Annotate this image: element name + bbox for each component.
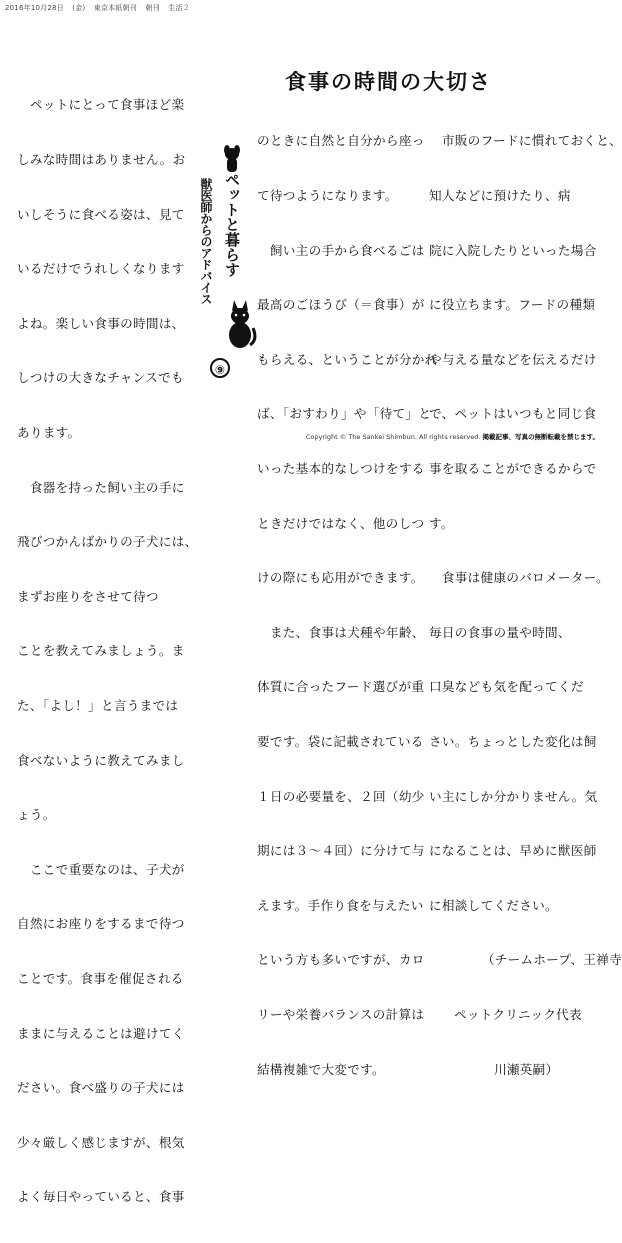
column-line: 最高のごほうび（＝食事）が <box>257 297 425 313</box>
column-line: よね。楽しい食事の時間は、 <box>17 315 185 331</box>
page-header <box>5 3 196 13</box>
header-edition: 朝刊 <box>145 4 160 12</box>
column-line: 院に入院したりといった場合 <box>429 242 597 258</box>
column-line: や与える量などを伝えるだけ <box>429 351 597 367</box>
column-line: （チームホープ、王禅寺 <box>481 952 622 968</box>
series-title-sub: 獣医師からのアドバイス <box>199 178 213 305</box>
column-line: す。 <box>429 515 454 531</box>
column-line: 飼い主の手から食べるごは <box>257 242 425 258</box>
column-line: 要です。袋に記載されている <box>257 733 424 749</box>
column-line: しつけの大きなチャンスでも <box>17 370 184 386</box>
column-line: けの際にも応用ができます。 <box>257 570 424 586</box>
column-line: ときだけではなく、他のしつ <box>257 515 425 531</box>
header-weekday: (金) <box>72 4 86 12</box>
column-line: １日の必要量を、２回（幼少 <box>257 788 425 804</box>
article-column-3 <box>429 96 622 1115</box>
column-line: あります。 <box>17 424 81 440</box>
column-line: また、食事は犬種や年齢、 <box>257 624 425 640</box>
column-line: まずお座りをさせて待つ <box>17 588 159 604</box>
article-column-2 <box>257 96 438 1115</box>
column-line: 食べないように教えてみまし <box>17 752 185 768</box>
column-line: 事を取ることができるからで <box>429 460 597 476</box>
series-title-main: ペットと暮らす <box>223 172 241 277</box>
column-line: ことを教えてみましょう。ま <box>17 643 185 659</box>
column-line: 口臭なども気を配ってくだ <box>429 679 584 695</box>
column-line: しみな時間はありません。お <box>17 152 186 167</box>
column-line: になることは、早めに獣医師 <box>429 843 597 859</box>
column-line: 少々厳しく感じますが、根気 <box>17 1134 185 1150</box>
article-column-1 <box>17 60 198 1243</box>
column-line: もらえる、ということが分かれ <box>257 351 438 367</box>
column-line: た、「よし！」と言うまでは <box>17 697 179 713</box>
column-line: て待つようになります。 <box>257 188 398 203</box>
header-paper: 東京本紙朝刊 <box>93 4 137 12</box>
column-line: 市販のフードに慣れておくと、 <box>429 133 622 149</box>
episode-number: ⑨ <box>210 358 230 378</box>
column-line: 毎日の食事の量や時間、 <box>429 624 571 640</box>
copyright-notice <box>306 432 599 441</box>
column-line: ここで重要なのは、子犬が <box>17 861 185 877</box>
column-line: いしそうに食べる姿は、見て <box>17 206 185 222</box>
reprint-notice: 掲載記事、写真の無断転載を禁じます。 <box>482 433 599 441</box>
column-line: 結構複雑で大変です。 <box>257 1061 385 1077</box>
column-line: ままに与えることは避けてく <box>17 1025 185 1041</box>
column-line: 食事は健康のバロメーター。 <box>429 570 610 586</box>
column-line: 飛びつかんばかりの子犬には、 <box>17 534 198 550</box>
column-line: ょう。 <box>17 807 56 823</box>
column-line: リーや栄養バランスの計算は <box>257 1006 425 1022</box>
pet-silhouette-icon <box>180 140 255 352</box>
column-line: 期には３〜４回）に分けて与 <box>257 843 425 859</box>
column-line: で、ペットはいつもと同じ食 <box>429 406 597 422</box>
column-line: ださい。食べ盛りの子犬には <box>17 1080 185 1096</box>
column-line: いるだけでうれしくなります <box>17 261 185 277</box>
column-line: に相談してください。 <box>429 897 558 913</box>
column-line: えます。手作り食を与えたい <box>257 897 424 913</box>
article-title: 食事の時間の大切さ <box>285 70 492 94</box>
column-line: 川瀬英嗣） <box>494 1061 559 1077</box>
column-line: ペットクリニック代表 <box>454 1006 582 1022</box>
column-line: 体質に合ったフード選びが重 <box>257 679 425 695</box>
column-line: のときに自然と自分から座っ <box>257 133 425 149</box>
column-line: よく毎日やっていると、食事 <box>17 1189 185 1205</box>
column-line: に役立ちます。フードの種類 <box>429 297 596 313</box>
header-date: 2016年10月28日 <box>5 4 64 12</box>
column-line: ば、「おすわり」や「待て」と <box>257 406 432 422</box>
series-title-block <box>180 140 255 352</box>
column-line: い主にしか分かりません。気 <box>429 788 598 804</box>
column-line: さい。ちょっとした変化は飼 <box>429 733 597 749</box>
column-line: 知人などに預けたり、病 <box>429 188 571 203</box>
copyright-text: Copyright © The Sankei Shimbun. All rights reserved. <box>305 433 481 441</box>
column-line: 食器を持った飼い主の手に <box>17 479 185 495</box>
header-section: 生活２ <box>168 4 190 12</box>
column-line: という方も多いですが、カロ <box>257 952 425 968</box>
column-line: 自然にお座りをするまで待つ <box>17 916 185 932</box>
column-line: ペットにとって食事ほど楽 <box>17 97 185 113</box>
column-line: いった基本的なしつけをする <box>257 460 425 476</box>
column-line: ことです。食事を催促される <box>17 970 184 986</box>
